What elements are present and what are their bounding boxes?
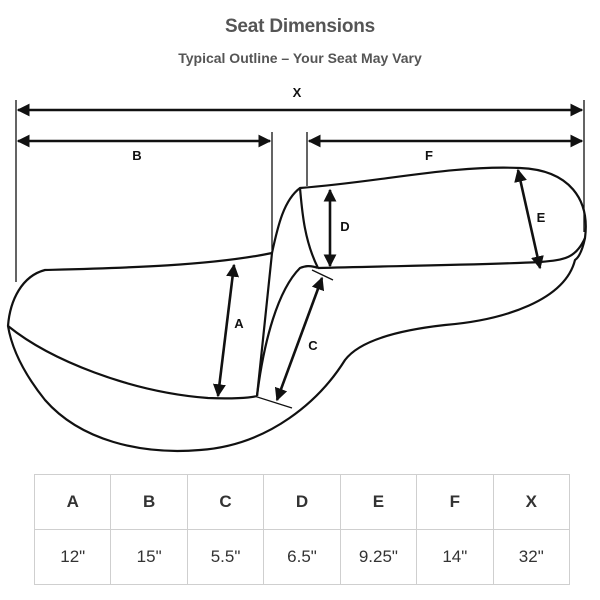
table-value-cell: 6.5" [264,530,340,585]
dimension-a-arrow [218,265,234,396]
table-header-cell: B [111,475,187,530]
table-header-cell: F [417,475,493,530]
dimensions-table [34,474,570,585]
table-value-cell: 15" [111,530,187,585]
dimension-b-label: B [132,148,142,163]
table-value-cell: 32" [493,530,569,585]
table-value-cell: 12" [35,530,111,585]
dimension-e-label: E [536,210,546,225]
extension-lines [16,100,584,408]
page-subtitle: Typical Outline – Your Seat May Vary [178,50,422,66]
dimension-f-label: F [425,148,433,163]
seat-outline [8,168,586,451]
table-header-cell: X [493,475,569,530]
table-header-cell: D [264,475,340,530]
dimensions-header-row [35,475,570,530]
table-value-cell: 14" [417,530,493,585]
table-header-cell: A [35,475,111,530]
table-value-cell: 9.25" [340,530,416,585]
table-header-cell: E [340,475,416,530]
dimension-c-label: C [308,338,318,353]
table-value-cell: 5.5" [187,530,263,585]
dimension-x-label: X [292,85,302,100]
dimensions-value-row [35,530,570,585]
page-title: Seat Dimensions [224,16,376,37]
dimension-a-label: A [234,316,244,331]
table-header-cell: C [187,475,263,530]
dimension-d-label: D [340,219,350,234]
